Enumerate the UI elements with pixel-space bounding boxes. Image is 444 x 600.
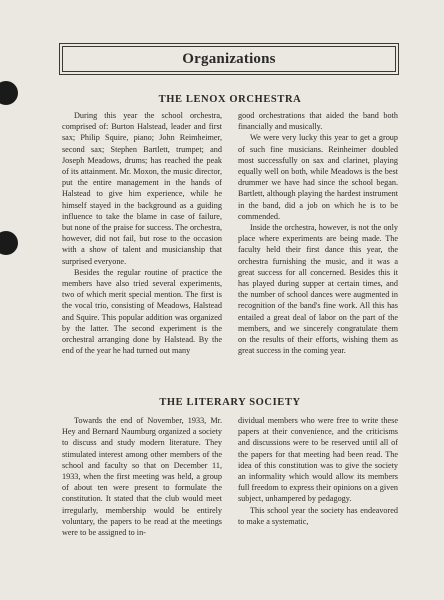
paragraph: Besides the regular routine of practice the members have also tried several experiments, two of which merit special mention. The first is the vocal trio, consisting of Meadows, Halstead and Squire. This popular addition was organized by the latter. The second experiment is the orchestral arranging done by Halstead. By the end of the year he had turned out many <box>62 267 222 356</box>
paragraph: good orchestrations that aided the band both financially and musically. <box>238 111 398 132</box>
binder-hole <box>0 81 18 105</box>
orchestra-column-left <box>62 110 222 356</box>
paragraph: We were very lucky this year to get a group of such fine musicians. Reinheimer doubled most successfully on sax and clarinet, playing equally well on both, while Meadows is the best drummer we have had since the school began. Bartlett, although playing the hardest instrument in the band, did a job on which he is to be commended. <box>238 133 398 221</box>
paragraph: During this year the school orchestra, comprised of: Burton Halstead, leader and first sax; Philip Squire, piano; John Reimheimer, second sax; Stephen Bartlett, trumpet; and Joseph Meadows, drums; has reached the peak of its attainment. Mr. Moxon, the music director, put the entire management in the hands of Halstead to give him experience, while he himself stayed in the background as a guiding influence to take the blame in case of failure, but none of the praise for success. The orchestra, however, did not fail, but rose to the occasion with a show of talent and musicianship that surprised everyone. <box>62 111 222 266</box>
section-title-orchestra: THE LENOX ORCHESTRA <box>158 94 302 105</box>
literary-column-left <box>62 415 222 538</box>
paragraph: Inside the orchestra, however, is not the only place where experiments are being made. The faculty held their first dance this year, the orchestra furnishing the music, and it was a great success for all concerned. Besides this it has played during supper at certain times, and the number of school dances were augmented in recognition of the band's fine work. All this has entailed a great deal of labor on the part of the members, and we sincerely congratulate them on the results of their efforts, wishing them as great success in the coming year. <box>238 223 398 356</box>
orchestra-column-right <box>238 110 398 356</box>
page-header-box <box>62 46 396 72</box>
paragraph: dividual members who were free to write these papers at their convenience, and the criticisms and discussions were to be reserved until all of the papers for that meeting had been read. The idea of this constitution was to give the society an informality which would allow its members full freedom to express their opinions on a given subject, unhampered by pedagogy. <box>238 416 398 504</box>
binder-hole <box>0 231 18 255</box>
section-title-literary: THE LITERARY SOCIETY <box>159 397 301 408</box>
literary-column-right <box>238 415 398 538</box>
literary-columns <box>62 415 398 538</box>
orchestra-columns <box>62 110 398 356</box>
paragraph: This school year the society has endeavored to make a systematic, <box>238 505 398 526</box>
paragraph: Towards the end of November, 1933, Mr. Hey and Bernard Naumburg organized a society to discuss and study modern literature. They stimulated interest among other members of the school and faculty so that on December 11, 1933, when the first meeting was held, a group of about ten were present to formulate the constitution. It stated that the club would meet irregularly, membership would be entirely voluntary, the papers to be read at the meetings were to be assigned to in- <box>62 416 222 538</box>
page-title: Organizations <box>182 50 276 67</box>
